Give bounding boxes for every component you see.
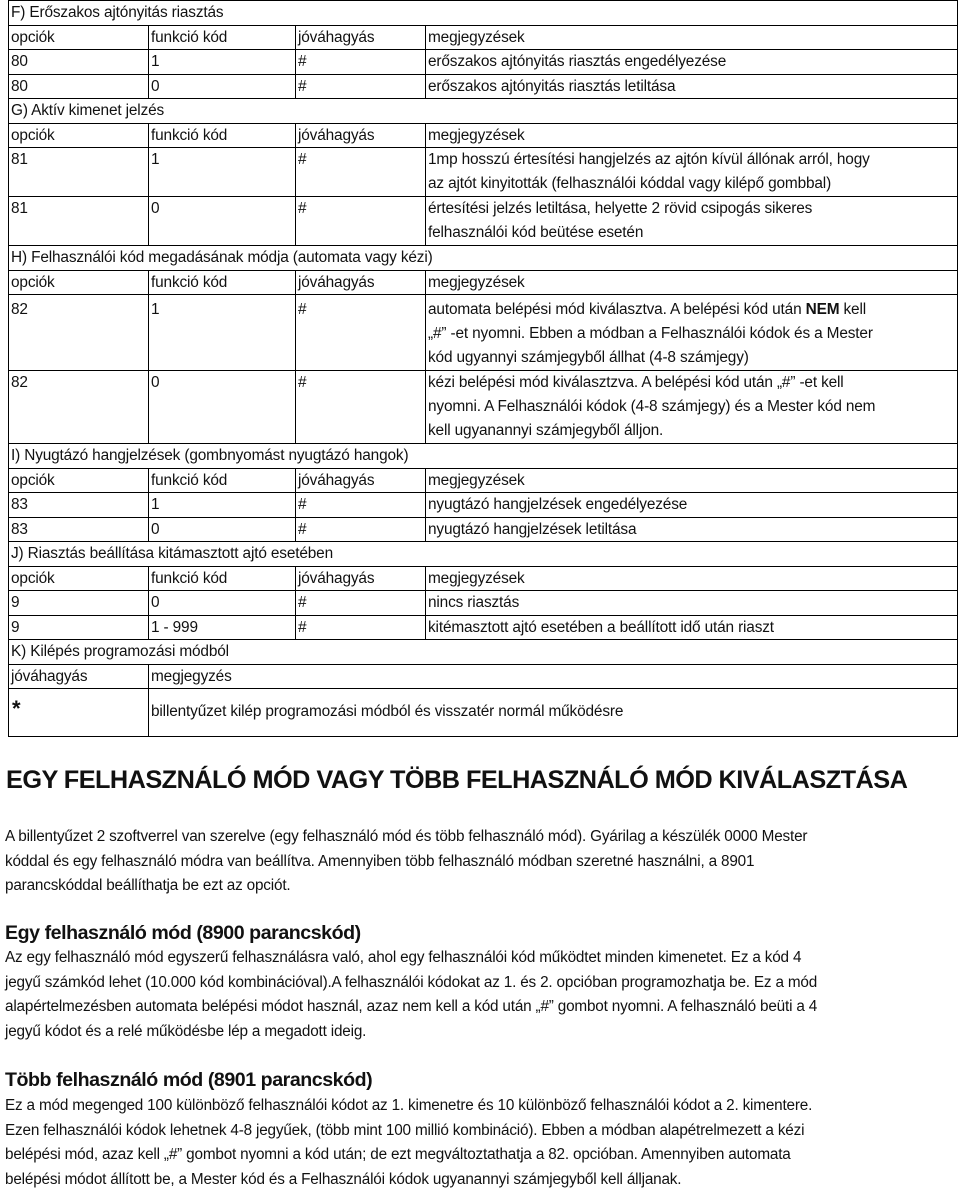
header-confirm: jóváhagyás — [296, 468, 426, 493]
table-row — [9, 615, 958, 640]
confirm-cell: # — [296, 371, 426, 444]
note-cell: nyugtázó hangjelzések letiltása — [426, 517, 958, 542]
multi-mode-paragraph — [5, 1094, 953, 1192]
section-j-title: J) Riasztás beállítása kitámasztott ajtó esetében — [9, 542, 958, 567]
header-confirm: jóváhagyás — [296, 123, 426, 148]
note-cell: erőszakos ajtónyitás riasztás engedélyezése — [426, 50, 958, 75]
option-cell: 83 — [9, 517, 149, 542]
code-cell: 0 — [149, 197, 296, 246]
section-i-title-row — [9, 444, 958, 469]
note-line: értesítési jelzés letiltása, helyette 2 rövid csipogás sikeres — [428, 197, 957, 221]
option-cell: 81 — [9, 197, 149, 246]
option-cell: 81 — [9, 148, 149, 197]
code-cell: 0 — [149, 591, 296, 616]
option-cell: 9 — [9, 591, 149, 616]
header-function-code: funkció kód — [149, 270, 296, 295]
text-line: Ez a mód megenged 100 különböző felhasználói kódot az 1. kimenetre és 10 különböző felhasználói kódot a 2. kimentere. — [5, 1094, 953, 1119]
header-function-code: funkció kód — [149, 25, 296, 50]
section-f-title: F) Erőszakos ajtónyitás riasztás — [9, 1, 958, 26]
section-h-header-row — [9, 270, 958, 295]
header-confirm: jóváhagyás — [296, 270, 426, 295]
note-line: az ajtót kinyitották (felhasználói kóddal vagy kilépő gombbal) — [428, 172, 957, 196]
note-cell — [426, 197, 958, 246]
text-line: Ezen felhasználói kódok lehetnek 4-8 jegyűek, (több mint 100 millió kombináció). Ebben a módban alapétrelmezett a kézi — [5, 1119, 953, 1144]
header-function-code: funkció kód — [149, 468, 296, 493]
note-cell: nincs riasztás — [426, 591, 958, 616]
text-line: belépési mód, azaz kell „#” gombot nyomni a kód után; de ezt megváltoztathatja a 82. opcióban. Amennyiben automata — [5, 1143, 953, 1168]
note-line: 1mp hosszú értesítési hangjelzés az ajtón kívül állónak arról, hogy — [428, 148, 957, 172]
confirm-cell — [9, 689, 149, 737]
header-function-code: funkció kód — [149, 566, 296, 591]
confirm-cell: # — [296, 50, 426, 75]
header-notes: megjegyzések — [426, 123, 958, 148]
section-g-title: G) Aktív kimenet jelzés — [9, 99, 958, 124]
header-options: opciók — [9, 25, 149, 50]
text-line: parancskóddal beállíthatja be ezt az opciót. — [5, 874, 953, 899]
option-cell: 82 — [9, 371, 149, 444]
header-options: opciók — [9, 123, 149, 148]
section-g-header-row — [9, 123, 958, 148]
option-cell: 9 — [9, 615, 149, 640]
section-f-title-row — [9, 1, 958, 26]
option-cell: 80 — [9, 50, 149, 75]
confirm-cell: # — [296, 74, 426, 99]
section-j-title-row — [9, 542, 958, 567]
header-notes: megjegyzések — [426, 566, 958, 591]
table-row — [9, 295, 958, 371]
section-j-header-row — [9, 566, 958, 591]
header-confirm: jóváhagyás — [296, 25, 426, 50]
intro-paragraph — [5, 825, 953, 899]
text-line: A billentyűzet 2 szoftverrel van szerelve (egy felhasználó mód és több felhasználó mód). Gyárilag a készülék 0000 Mester — [5, 825, 953, 850]
confirm-cell: # — [296, 197, 426, 246]
section-g-title-row — [9, 99, 958, 124]
note-cell: erőszakos ajtónyitás riasztás letiltása — [426, 74, 958, 99]
table-row — [9, 371, 958, 444]
note-cell — [426, 371, 958, 444]
section-i-title: I) Nyugtázó hangjelzések (gombnyomást nyugtázó hangok) — [9, 444, 958, 469]
note-line: kézi belépési mód kiválasztzva. A belépési kód után „#” -et kell — [428, 371, 957, 395]
note-line: „#” -et nyomni. Ebben a módban a Felhasználói kódok és a Mester — [428, 322, 957, 346]
note-cell — [426, 295, 958, 371]
settings-table — [8, 0, 958, 737]
text-line: belépési módot állított be, a Mester kód és a Felhasználói kódok ugyanannyi számjegyből kell álljanak. — [5, 1168, 953, 1192]
section-k-header-row — [9, 664, 958, 689]
section-k-title-row — [9, 640, 958, 665]
note-line: nyomni. A Felhasználói kódok (4-8 számjegy) és a Mester kód nem — [428, 395, 957, 419]
note-cell: kitémasztott ajtó esetében a beállított idő után riaszt — [426, 615, 958, 640]
header-options: opciók — [9, 270, 149, 295]
header-function-code: funkció kód — [149, 123, 296, 148]
note-cell — [426, 148, 958, 197]
confirm-cell: # — [296, 148, 426, 197]
document-page — [8, 0, 957, 737]
text-line: jegyű számkód lehet (10.000 kód kombinációval).A felhasználói kódokat az 1. és 2. opcióban programozhatja be. Ez a mód — [5, 971, 953, 996]
header-note: megjegyzés — [149, 664, 958, 689]
section-h-title-row — [9, 246, 958, 271]
header-notes: megjegyzések — [426, 270, 958, 295]
note-line: felhasználói kód beütése esetén — [428, 221, 957, 245]
section-k-title: K) Kilépés programozási módból — [9, 640, 958, 665]
confirm-cell: # — [296, 591, 426, 616]
code-cell: 1 - 999 — [149, 615, 296, 640]
section-f-header-row — [9, 25, 958, 50]
code-cell: 0 — [149, 74, 296, 99]
note-line: automata belépési mód kiválasztva. A belépési kód után NEM kell — [428, 298, 957, 322]
code-cell: 0 — [149, 517, 296, 542]
main-heading: EGY FELHASZNÁLÓ MÓD VAGY TÖBB FELHASZNÁLÓ MÓD KIVÁLASZTÁSA — [6, 766, 907, 795]
code-cell: 1 — [149, 493, 296, 518]
note-line: kód ugyannyi számjegyből állhat (4-8 számjegy) — [428, 346, 957, 370]
confirm-cell: # — [296, 517, 426, 542]
table-row — [9, 689, 958, 737]
single-mode-paragraph — [5, 946, 953, 1044]
header-confirm: jóváhagyás — [296, 566, 426, 591]
header-options: opciók — [9, 468, 149, 493]
asterisk-key: * — [11, 694, 20, 724]
code-cell: 0 — [149, 371, 296, 444]
table-row — [9, 197, 958, 246]
multi-mode-heading: Több felhasználó mód (8901 parancskód) — [5, 1069, 372, 1092]
table-row — [9, 493, 958, 518]
code-cell: 1 — [149, 148, 296, 197]
table-row — [9, 50, 958, 75]
confirm-cell: # — [296, 615, 426, 640]
table-row — [9, 591, 958, 616]
text-line: jegyű kódot és a relé működésbe lép a megadott ideig. — [5, 1020, 953, 1045]
note-cell: nyugtázó hangjelzések engedélyezése — [426, 493, 958, 518]
code-cell: 1 — [149, 295, 296, 371]
header-notes: megjegyzések — [426, 25, 958, 50]
table-row — [9, 148, 958, 197]
note-line: kell ugyanannyi számjegyből álljon. — [428, 419, 957, 443]
text-line: alapértelmezésben automata belépési módot használ, azaz nem kell a kód után „#” gombot nyomni. A felhasználó beüti a 4 — [5, 995, 953, 1020]
option-cell: 82 — [9, 295, 149, 371]
code-cell: 1 — [149, 50, 296, 75]
text-line: kóddal és egy felhasználó módra van beállítva. Amennyiben több felhasználó módban szeretné használni, a 8901 — [5, 850, 953, 875]
section-i-header-row — [9, 468, 958, 493]
single-mode-heading: Egy felhasználó mód (8900 parancskód) — [5, 922, 361, 945]
text-line: Az egy felhasználó mód egyszerű felhasználásra való, ahol egy felhasználói kód működtet minden kimenetet. Ez a kód 4 — [5, 946, 953, 971]
section-h-title: H) Felhasználói kód megadásának módja (automata vagy kézi) — [9, 246, 958, 271]
note-cell: billentyűzet kilép programozási módból és visszatér normál működésre — [149, 689, 958, 737]
emphasis-text: NEM — [806, 301, 840, 318]
option-cell: 80 — [9, 74, 149, 99]
confirm-cell: # — [296, 295, 426, 371]
confirm-cell: # — [296, 493, 426, 518]
option-cell: 83 — [9, 493, 149, 518]
header-options: opciók — [9, 566, 149, 591]
header-confirm: jóváhagyás — [9, 664, 149, 689]
table-row — [9, 74, 958, 99]
header-notes: megjegyzések — [426, 468, 958, 493]
table-row — [9, 517, 958, 542]
